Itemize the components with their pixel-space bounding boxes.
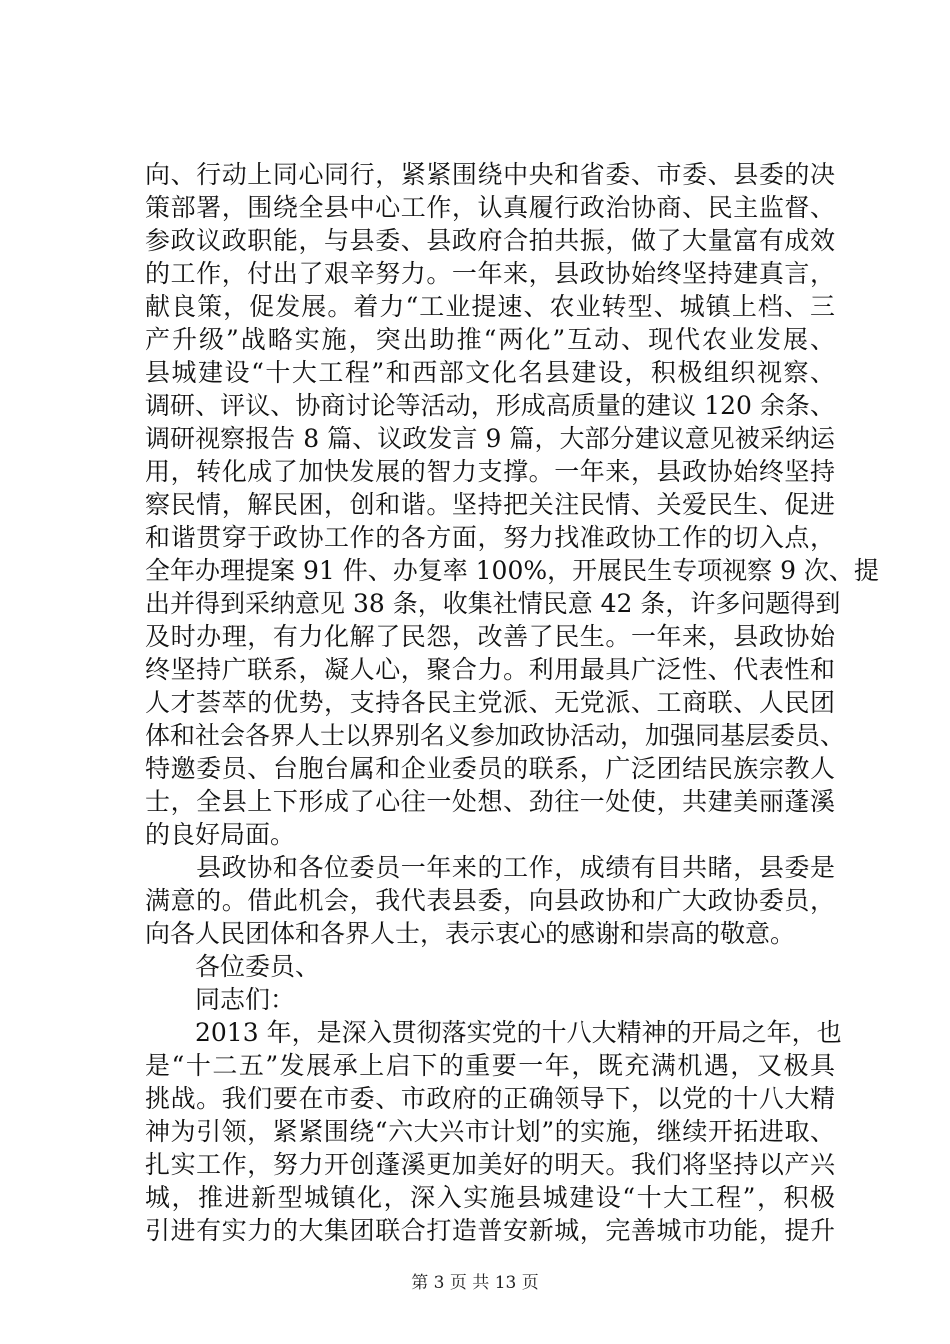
text-line: 2013 年，是深入贯彻落实党的十八大精神的开局之年，也 <box>145 1018 842 1047</box>
text-line: 向各人民团体和各界人士，表示衷心的感谢和崇高的敬意。 <box>145 919 796 948</box>
text-line: 县城建设“十大工程”和西部文化名县建设，积极组织视察、 <box>145 358 835 387</box>
text-line: 县政协和各位委员一年来的工作，成绩有目共睹，县委是 <box>145 853 835 882</box>
text-line: 察民情，解民困，创和谐。坚持把关注民情、关爱民生、促进 <box>145 490 835 519</box>
text-line: 士，全县上下形成了心往一处想、劲往一处使，共建美丽蓬溪 <box>145 787 835 816</box>
text-line: 的良好局面。 <box>145 820 296 849</box>
text-line: 向、行动上同心同行，紧紧围绕中央和省委、市委、县委的决 <box>145 160 835 189</box>
text-line: 同志们： <box>145 985 296 1014</box>
text-line: 人才荟萃的优势，支持各民主党派、无党派、工商联、人民团 <box>145 688 835 717</box>
text-line: 策部署，围绕全县中心工作，认真履行政治协商、民主监督、 <box>145 193 835 222</box>
text-line: 的工作，付出了艰辛努力。一年来，县政协始终坚持建真言， <box>145 259 835 288</box>
text-line: 挑战。我们要在市委、市政府的正确领导下，以党的十八大精 <box>145 1084 835 1113</box>
text-line: 全年办理提案 91 件、办复率 100%，开展民生专项视察 9 次、提 <box>145 556 879 585</box>
text-line: 调研视察报告 8 篇、议政发言 9 篇，大部分建议意见被采纳运 <box>145 424 835 453</box>
text-line: 是“十二五”发展承上启下的重要一年，既充满机遇，又极具 <box>145 1051 835 1080</box>
text-line: 体和社会各界人士以界别名义参加政协活动，加强同基层委员、 <box>145 721 846 750</box>
text-line: 神为引领，紧紧围绕“六大兴市计划”的实施，继续开拓进取、 <box>145 1117 835 1146</box>
text-line: 出并得到采纳意见 38 条，收集社情民意 42 条，许多问题得到 <box>145 589 841 618</box>
text-line: 城，推进新型城镇化，深入实施县城建设“十大工程”，积极 <box>145 1183 835 1212</box>
text-line: 引进有实力的大集团联合打造普安新城，完善城市功能，提升 <box>145 1216 835 1245</box>
page-number-footer: 第 3 页 共 13 页 <box>411 1273 539 1293</box>
text-line: 产升级”战略实施，突出助推“两化”互动、现代农业发展、 <box>145 325 835 354</box>
text-line: 及时办理，有力化解了民怨，改善了民生。一年来，县政协始 <box>145 622 835 651</box>
text-line: 满意的。借此机会，我代表县委，向县政协和广大政协委员， <box>145 886 835 915</box>
text-line: 调研、评议、协商讨论等活动，形成高质量的建议 120 余条、 <box>145 391 835 420</box>
text-line: 各位委员、 <box>145 952 321 981</box>
text-line: 扎实工作，努力开创蓬溪更加美好的明天。我们将坚持以产兴 <box>145 1150 835 1179</box>
text-line: 参政议政职能，与县委、县政府合拍共振，做了大量富有成效 <box>145 226 835 255</box>
text-line: 特邀委员、台胞台属和企业委员的联系，广泛团结民族宗教人 <box>145 754 835 783</box>
text-line: 和谐贯穿于政协工作的各方面，努力找准政协工作的切入点， <box>145 523 835 552</box>
text-line: 用，转化成了加快发展的智力支撑。一年来，县政协始终坚持 <box>145 457 835 486</box>
text-line: 献良策，促发展。着力“工业提速、农业转型、城镇上档、三 <box>145 292 835 321</box>
text-line: 终坚持广联系，凝人心，聚合力。利用最具广泛性、代表性和 <box>145 655 835 684</box>
